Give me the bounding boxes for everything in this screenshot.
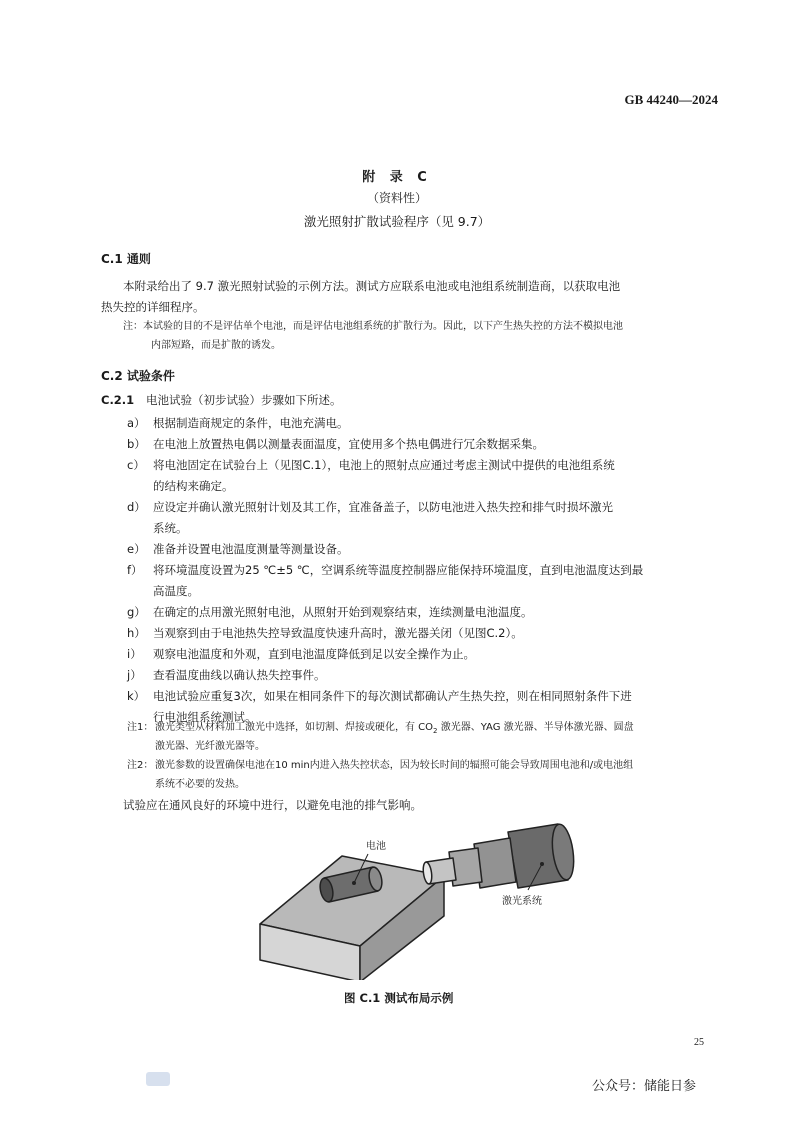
watermark-text: 公众号：储能日参 xyxy=(591,1079,696,1094)
test-layout-figure xyxy=(246,820,586,980)
step-label: c） xyxy=(127,458,145,472)
step-text: 根据制造商规定的条件，电池充满电。 xyxy=(153,416,349,430)
note2-label: 注2： xyxy=(127,760,154,771)
step-text: 应设定并确认激光照射计划及其工作，宜准备盖子，以防电池进入热失控和排气时损坏激光 xyxy=(153,500,613,514)
step-label: h） xyxy=(127,626,146,640)
c21-label: C.2.1 xyxy=(101,393,135,407)
step-text: 在确定的点用激光照射电池，从照射开始到观察结束，连续测量电池温度。 xyxy=(153,605,533,619)
battery-label: 电池 xyxy=(366,841,386,852)
step-text: 行电池组系统测试。 xyxy=(153,710,257,724)
step-label: b） xyxy=(127,437,146,451)
step-label: k） xyxy=(127,689,146,703)
step-text: 电池试验应重复3次，如果在相同条件下的每次测试都确认产生热失控，则在相同照射条件下进 xyxy=(153,689,632,703)
note1-line1: 激光类型从材料加工激光中选择，如切割、焊接或硬化，有 $CO_2$ 激光器、YAG 激光器、半导体激光器、圆盘 xyxy=(155,722,634,735)
step-text: 高温度。 xyxy=(153,584,199,598)
step-text: 的结构来确定。 xyxy=(153,479,234,493)
closing-sentence: 试验应在通风良好的环境中进行，以避免电池的排气影响。 xyxy=(123,798,422,812)
step-text: 将环境温度设置为25 ℃±5 ℃，空调系统等温度控制器应能保持环境温度，直到电池温度达到最 xyxy=(153,563,644,577)
c1-paragraph-line1: 本附录给出了 9.7 激光照射试验的示例方法。测试方应联系电池或电池组系统制造商，以获取电池 xyxy=(123,279,621,293)
c21-text: 电池试验（初步试验）步骤如下所述。 xyxy=(146,393,342,407)
step-text: 查看温度曲线以确认热失控事件。 xyxy=(153,668,326,682)
note1-line2: 激光器、光纤激光器等。 xyxy=(155,741,265,752)
c1-note-line2: 内部短路，而是扩散的诱发。 xyxy=(151,340,281,351)
step-label: a） xyxy=(127,416,146,430)
section-c1-heading: C.1 通则 xyxy=(101,252,151,266)
step-label: e） xyxy=(127,542,146,556)
note2-line2: 系统不必要的发热。 xyxy=(155,779,245,790)
note1-label: 注1： xyxy=(127,722,154,733)
step-label: j） xyxy=(127,668,142,682)
step-label: f） xyxy=(127,563,143,577)
standard-number: GB 44240—2024 xyxy=(624,92,718,107)
step-label: g） xyxy=(127,605,146,619)
step-label: d） xyxy=(127,500,146,514)
figure-caption: 图 C.1 测试布局示例 xyxy=(344,991,454,1005)
step-label: i） xyxy=(127,647,142,661)
section-c2-heading: C.2 试验条件 xyxy=(101,369,175,383)
step-text: 系统。 xyxy=(153,521,188,535)
c1-note-line1: 注：本试验的目的不是评估单个电池，而是评估电池组系统的扩散行为。因此，以下产生热失控的方法不模拟电池 xyxy=(123,321,623,332)
laser-system xyxy=(422,823,577,888)
step-text: 将电池固定在试验台上（见图C.1），电池上的照射点应通过考虑主测试中提供的电池组系统 xyxy=(153,458,615,472)
publisher-logo xyxy=(146,1072,170,1086)
step-text: 观察电池温度和外观，直到电池温度降低到足以安全操作为止。 xyxy=(153,647,475,661)
page-number: 25 xyxy=(694,1037,704,1048)
c1-paragraph-line2: 热失控的详细程序。 xyxy=(101,300,205,314)
note2-line1: 激光参数的设置确保电池在10 min内进入热失控状态，因为较长时间的辐照可能会导致周围电池和/或电池组 xyxy=(155,760,634,771)
step-text: 准备并设置电池温度测量等测量设备。 xyxy=(153,542,349,556)
laser-system-label: 激光系统 xyxy=(502,896,542,907)
step-text: 在电池上放置热电偶以测量表面温度，宜使用多个热电偶进行冗余数据采集。 xyxy=(153,437,544,451)
annex-type: （资料性） xyxy=(366,191,427,205)
annex-name: 激光照射扩散试验程序（见 9.7） xyxy=(303,214,491,229)
step-text: 当观察到由于电池热失控导致温度快速升高时，激光器关闭（见图C.2）。 xyxy=(153,626,523,640)
annex-title: 附 录 C xyxy=(362,170,432,185)
